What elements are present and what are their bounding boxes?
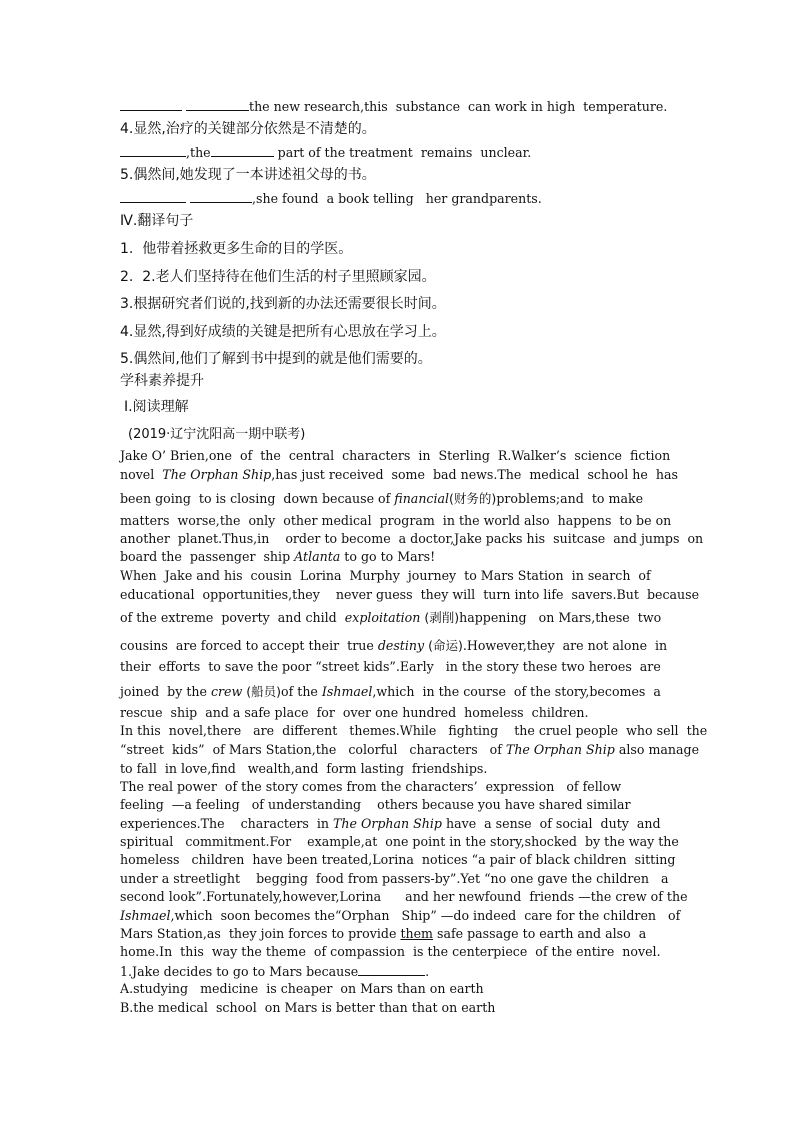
passage-line: experiences.The characters in The Orphan Ship have a sense of social duty and	[120, 816, 661, 831]
reading-source: (2019·辽宁沈阳高一期中联考)	[128, 427, 306, 442]
translate-item-3: 3.根据研究者们说的,找到新的办法还需要很长时间。	[120, 296, 446, 312]
passage-line: joined by the crew (船员)of the Ishmael,which in the course of the story,becomes a	[120, 684, 661, 699]
answer-blank[interactable]	[186, 98, 249, 111]
book-title: The Orphan Ship	[333, 816, 442, 831]
answer-blank[interactable]	[120, 144, 186, 157]
reading-heading: Ⅰ.阅读理解	[124, 399, 189, 415]
passage-line: novel The Orphan Ship,has just received some bad news.The medical school he has	[120, 467, 678, 482]
passage-line: “street kids” of Mars Station,the colorful characters of The Orphan Ship also manage	[120, 742, 700, 757]
option-a[interactable]: A.studying medicine is cheaper on Mars than on earth	[120, 981, 484, 996]
translate-item-1: 1. 他带着拯救更多生命的目的学医。	[120, 241, 353, 257]
passage-line: matters worse,the only other medical program in the world also happens to be on	[120, 513, 672, 528]
passage-line: When Jake and his cousin Lorina Murphy journey to Mars Station in search of	[120, 568, 651, 583]
section-heading-translate: Ⅳ.翻译句子	[120, 213, 194, 229]
translate-item-5: 5.偶然间,他们了解到书中提到的就是他们需要的。	[120, 351, 432, 367]
passage-line: second look”.Fortunately,however,Lorina and her newfound friends —the crew of the	[120, 889, 688, 904]
book-title: The Orphan Ship	[505, 742, 615, 757]
passage-line: Jake O’ Brien,one of the central characters in Sterling R.Walker’s science fiction	[120, 448, 671, 463]
vocab-word: destiny	[377, 638, 425, 653]
question-4-chinese: 4.显然,治疗的关键部分依然是不清楚的。	[120, 121, 376, 137]
passage-line: In this novel,there are different themes.While fighting the cruel people who sell the	[120, 723, 708, 738]
passage-line: rescue ship and a safe place for over one hundred homeless children.	[120, 705, 589, 720]
vocab-word: crew	[210, 684, 243, 699]
fill-line-1: the new research,this substance can work in high temperature.	[120, 98, 667, 115]
underlined-word: them	[400, 926, 434, 941]
answer-blank[interactable]	[120, 98, 182, 111]
fill-line-5: ,she found a book telling her grandparents.	[120, 190, 542, 207]
section-title: 学科素养提升	[120, 373, 204, 389]
question-1-stem: 1.Jake decides to go to Mars because .	[120, 964, 430, 979]
answer-blank[interactable]	[190, 190, 252, 203]
passage-line: home.In this way the theme of compassion is the centerpiece of the entire novel.	[120, 944, 661, 959]
answer-blank[interactable]	[120, 190, 186, 203]
translate-item-2: 2. 2.老人们坚持待在他们生活的村子里照顾家园。	[120, 269, 436, 285]
vocab-gloss: (命运)	[424, 638, 463, 653]
answer-blank[interactable]	[211, 144, 274, 157]
passage-line: homeless children have been treated,Lorina notices “a pair of black children sitting	[120, 852, 676, 867]
answer-blank[interactable]	[358, 963, 425, 976]
vocab-gloss: (船员)	[242, 684, 282, 699]
passage-line: educational opportunities,they never guess they will turn into life savers.But because	[120, 587, 700, 602]
vocab-gloss: (财务的)	[449, 491, 497, 506]
passage-line: of the extreme poverty and child exploitation (剥削)happening on Mars,these two	[120, 610, 662, 625]
ship-name: Ishmael	[120, 908, 171, 923]
passage-line: spiritual commitment.For example,at one point in the story,shocked by the way the	[120, 834, 679, 849]
ship-name: Atlanta	[294, 549, 341, 564]
question-5-chinese: 5.偶然间,她发现了一本讲述祖父母的书。	[120, 167, 376, 183]
passage-line: Mars Station,as they join forces to provide them safe passage to earth and also a	[120, 926, 647, 941]
passage-line: The real power of the story comes from the characters’ expression of fellow	[120, 779, 622, 794]
passage-line: been going to is closing down because of financial(财务的)problems;and to make	[120, 491, 644, 506]
passage-line: to fall in love,find wealth,and form lasting friendships.	[120, 761, 488, 776]
ship-name: Ishmael	[321, 684, 373, 699]
fill-line-4: ,the part of the treatment remains unclear.	[120, 144, 531, 161]
passage-line: Ishmael,which soon becomes the“Orphan Ship” —do indeed care for the children of	[120, 908, 681, 923]
vocab-word: exploitation	[344, 610, 421, 625]
passage-line: cousins are forced to accept their true destiny (命运).However,they are not alone in	[120, 638, 668, 653]
passage-line: feeling —a feeling of understanding others because you have shared similar	[120, 797, 631, 812]
passage-line: board the passenger ship Atlanta to go to Mars!	[120, 549, 436, 564]
book-title: The Orphan Ship	[162, 467, 272, 482]
option-b[interactable]: B.the medical school on Mars is better than that on earth	[120, 1000, 496, 1015]
vocab-gloss: (剥削)	[420, 610, 460, 625]
translate-item-4: 4.显然,得到好成绩的关键是把所有心思放在学习上。	[120, 324, 446, 340]
passage-line: under a streetlight begging food from passers-by”.Yet “no one gave the children a	[120, 871, 669, 886]
passage-line: another planet.Thus,in order to become a doctor,Jake packs his suitcase and jumps on	[120, 531, 704, 546]
vocab-word: financial	[394, 491, 450, 506]
passage-line: their efforts to save the poor “street kids”.Early in the story these two heroes are	[120, 659, 661, 674]
